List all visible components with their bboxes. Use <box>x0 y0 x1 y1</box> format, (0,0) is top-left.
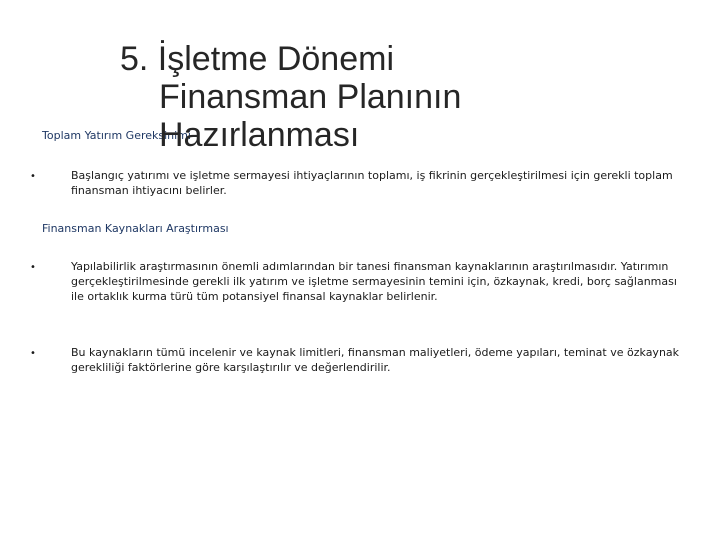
title-line-2: Finansman Planının <box>159 78 462 116</box>
bullet-marker: • <box>30 348 36 359</box>
bullet-marker: • <box>30 171 36 182</box>
title-line-3: Hazırlanması <box>159 116 360 154</box>
section-heading-financing-sources: Finansman Kaynakları Araştırması <box>42 222 229 235</box>
bullet-text-feasibility-research: Yapılabilirlik araştırmasının önemli adımlarından bir tanesi finansman kaynaklarının araştırılmasıdır. Yatırımın gerçekleştirilmesinde gerekli ilk yatırım ve işletme sermayesinin temini için, özkaynak, kredi, borç sağlanması ile ortaklık kurma türü tüm potansiyel finansal kaynaklar belirlenir. <box>71 260 677 303</box>
title-line-1: 5. İşletme Dönemi <box>120 40 394 78</box>
bullet-text-total-investment: Başlangıç yatırımı ve işletme sermayesi ihtiyaçlarının toplamı, iş fikrinin gerçekleştirilmesi için gerekli toplam finansman ihtiyacını belirler. <box>71 169 673 197</box>
slide-title <box>120 40 640 154</box>
bullet-marker: • <box>30 262 36 273</box>
bullet-text-source-comparison: Bu kaynakların tümü incelenir ve kaynak limitleri, finansman maliyetleri, ödeme yapıları, teminat ve özkaynak gerekliliği faktörlerine göre karşılaştırılır ve değerlendirilir. <box>71 346 680 374</box>
section-heading-total-investment: Toplam Yatırım Gereksinimi <box>42 129 191 142</box>
